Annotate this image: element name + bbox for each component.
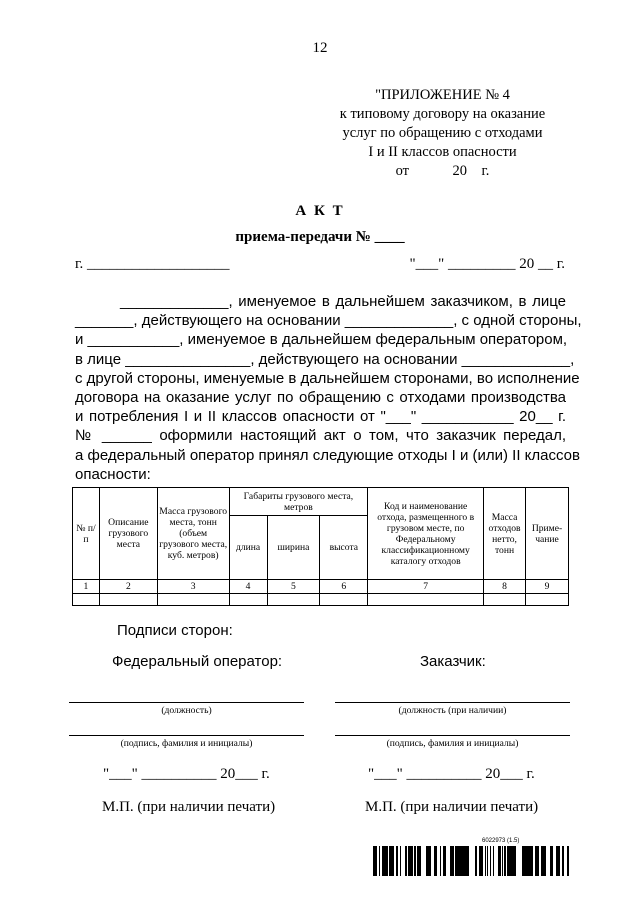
- barcode-bar: [426, 846, 427, 876]
- body-line: а федеральный оператор принял следующие отходы I и (или) II классов: [75, 446, 580, 464]
- signature-line: [335, 735, 570, 736]
- document-title: А К Т: [295, 203, 345, 219]
- barcode-bar: [500, 846, 501, 876]
- barcode-bar: [526, 846, 527, 876]
- barcode-bar: [514, 846, 516, 876]
- header-cell: Габариты грузового места, метров: [229, 488, 368, 516]
- barcode-bar: [523, 846, 524, 876]
- header-cell: Масса отходов нетто, тонн: [484, 488, 526, 580]
- barcode-bar: [455, 846, 456, 876]
- header-cell: высота: [320, 516, 368, 580]
- right-date-field: "___" __________ 20___ г.: [368, 766, 535, 782]
- barcode-bar: [527, 846, 529, 876]
- barcode-bar: [427, 846, 429, 876]
- left-stamp-label: М.П. (при наличии печати): [102, 799, 276, 815]
- place-date-line: [75, 256, 565, 273]
- page-number: 12: [312, 40, 328, 56]
- document-code: 6022973 (1.5): [482, 838, 520, 844]
- barcode-bar: [513, 846, 514, 876]
- barcode-bar: [392, 846, 393, 876]
- barcode-bar: [531, 846, 533, 876]
- barcode-bar: [429, 846, 431, 876]
- right-stamp-label: М.П. (при наличии печати): [365, 799, 539, 815]
- empty-cell: [99, 594, 157, 606]
- barcode-bar: [389, 846, 391, 876]
- barcode-bar: [508, 846, 509, 876]
- barcode-bar: [493, 846, 494, 876]
- barcode-bar: [385, 846, 386, 876]
- barcode-bar: [499, 846, 500, 876]
- barcode-bar: [459, 846, 461, 876]
- header-cell: ширина: [267, 516, 320, 580]
- column-number: 4: [229, 580, 267, 594]
- barcode-bar: [509, 846, 511, 876]
- barcode-bar: [384, 846, 385, 876]
- column-number: 6: [320, 580, 368, 594]
- header-cell: Описание грузового места: [99, 488, 157, 580]
- act-date-field: "___" _________ 20 __ г.: [409, 256, 565, 272]
- barcode-bar: [475, 846, 477, 876]
- barcode-bar: [504, 846, 506, 876]
- barcode-bar: [386, 846, 388, 876]
- barcode-bar: [536, 846, 537, 876]
- header-cell: Приме-чание: [526, 488, 569, 580]
- barcode-bar: [550, 846, 551, 876]
- barcode-bar: [379, 846, 380, 876]
- barcode-bar: [373, 846, 374, 876]
- header-cell: Масса грузового места, тонн (объем грузового места, куб. метров): [157, 488, 229, 580]
- barcode-bar: [522, 846, 523, 876]
- city-field: г. ___________________: [75, 256, 230, 272]
- barcode-bar: [529, 846, 530, 876]
- barcode-bar: [562, 846, 564, 876]
- barcode-bar: [434, 846, 436, 876]
- barcode-bar: [535, 846, 536, 876]
- sign-caption: (подпись, фамилия и инициалы): [386, 738, 519, 749]
- barcode-bar: [417, 846, 418, 876]
- barcode-image: [373, 846, 569, 876]
- header-cell: длина: [229, 516, 267, 580]
- appendix-line: к типовому договору на оказание: [339, 106, 546, 122]
- waste-table: [72, 487, 569, 606]
- barcode-bar: [410, 846, 411, 876]
- body-line: договора на оказание услуг по обращению с отходами производства: [75, 388, 566, 406]
- barcode-bar: [466, 846, 467, 876]
- sign-caption: (подпись, фамилия и инициалы): [120, 738, 253, 749]
- barcode-bar: [383, 846, 384, 876]
- empty-cell: [526, 594, 569, 606]
- empty-cell: [157, 594, 229, 606]
- barcode-bar: [537, 846, 538, 876]
- body-line: в лице _______________, действующего на основании _____________,: [75, 350, 575, 368]
- column-number: 7: [368, 580, 484, 594]
- barcode-bar: [397, 846, 398, 876]
- column-number: 2: [99, 580, 157, 594]
- barcode-bar: [558, 846, 560, 876]
- barcode-bar: [408, 846, 410, 876]
- barcode-bar: [468, 846, 469, 876]
- barcode-bar: [556, 846, 558, 876]
- barcode-bar: [450, 846, 452, 876]
- barcode-bar: [452, 846, 454, 876]
- barcode-bar: [463, 846, 464, 876]
- barcode-bar: [414, 846, 415, 876]
- barcode-bar: [542, 846, 543, 876]
- barcode-bar: [507, 846, 508, 876]
- barcode-bar: [467, 846, 468, 876]
- signature-line: [69, 702, 304, 703]
- header-cell: № п/п: [73, 488, 100, 580]
- empty-cell: [229, 594, 267, 606]
- barcode-bar: [502, 846, 503, 876]
- column-number: 9: [526, 580, 569, 594]
- act-body-text: [75, 292, 582, 484]
- barcode-bar: [456, 846, 457, 876]
- federal-operator-label: Федеральный оператор:: [112, 653, 283, 670]
- appendix-line: I и II классов опасности: [368, 144, 517, 160]
- barcode-bar: [374, 846, 376, 876]
- barcode-bar: [406, 846, 407, 876]
- barcode-bar: [490, 846, 491, 876]
- barcode-bar: [418, 846, 420, 876]
- barcode-bar: [400, 846, 401, 876]
- column-number: 3: [157, 580, 229, 594]
- barcode-bar: [444, 846, 446, 876]
- barcode-bar: [498, 846, 499, 876]
- barcode-bar: [551, 846, 553, 876]
- empty-cell: [368, 594, 484, 606]
- empty-cell: [73, 594, 100, 606]
- barcode-bar: [436, 846, 437, 876]
- appendix-line: "ПРИЛОЖЕНИЕ № 4: [375, 87, 510, 103]
- barcode-bar: [420, 846, 421, 876]
- body-line: _______, действующего на основании _____________, с одной стороны,: [75, 312, 582, 330]
- body-line: № ______ оформили настоящий акт о том, что заказчик передал,: [75, 427, 566, 445]
- barcode-bar: [511, 846, 513, 876]
- barcode-bar: [538, 846, 539, 876]
- barcode-bar: [485, 846, 486, 876]
- body-line: с другой стороны, именуемые в дальнейшем сторонами, во исполнение: [75, 369, 580, 387]
- header-cell: Код и наименование отхода, размещенного в грузовом месте, по Федеральному классификационному каталогу отходов: [368, 488, 484, 580]
- barcode-bar: [440, 846, 441, 876]
- appendix-line: от 20 г.: [395, 163, 490, 179]
- column-number: 1: [73, 580, 100, 594]
- body-line: и ___________, именуемое в дальнейшем федеральным оператором,: [75, 331, 568, 349]
- barcode-bar: [457, 846, 459, 876]
- barcode-bar: [391, 846, 392, 876]
- barcode-bar: [393, 846, 394, 876]
- position-caption: (должность): [161, 705, 212, 716]
- body-line: _____________, именуемое в дальнейшем заказчиком, в лице: [120, 293, 566, 310]
- column-number: 8: [484, 580, 526, 594]
- barcode-bar: [567, 846, 569, 876]
- signature-line: [69, 735, 304, 736]
- body-line: опасности:: [75, 465, 151, 483]
- left-date-field: "___" __________ 20___ г.: [103, 766, 270, 782]
- barcode-bar: [396, 846, 397, 876]
- barcode-bar: [541, 846, 542, 876]
- empty-cell: [484, 594, 526, 606]
- document-subtitle: приема-передачи № ____: [235, 229, 405, 245]
- barcode-bar: [405, 846, 406, 876]
- signature-line: [335, 702, 570, 703]
- barcode-bar: [376, 846, 377, 876]
- barcode-bar: [479, 846, 481, 876]
- barcode-bar: [411, 846, 413, 876]
- barcode-bar: [545, 846, 546, 876]
- barcode-bar: [382, 846, 383, 876]
- barcode-bar: [415, 846, 416, 876]
- barcode-bar: [464, 846, 466, 876]
- barcode-bar: [461, 846, 463, 876]
- barcode-bar: [543, 846, 545, 876]
- appendix-header: [300, 86, 585, 181]
- empty-cell: [320, 594, 368, 606]
- barcode-bar: [524, 846, 526, 876]
- barcode-bar: [443, 846, 444, 876]
- barcode-bar: [487, 846, 488, 876]
- empty-cell: [267, 594, 320, 606]
- barcode-bar: [481, 846, 483, 876]
- barcode-bar: [530, 846, 531, 876]
- appendix-line: услуг по обращению с отходами: [342, 125, 543, 141]
- customer-label: Заказчик:: [420, 653, 486, 670]
- signatures-heading: Подписи сторон:: [117, 622, 233, 639]
- position-caption: (должность (при наличии): [398, 705, 507, 716]
- column-number: 5: [267, 580, 320, 594]
- body-line: и потребления I и II классов опасности от "___" ___________ 20__ г.: [75, 408, 566, 426]
